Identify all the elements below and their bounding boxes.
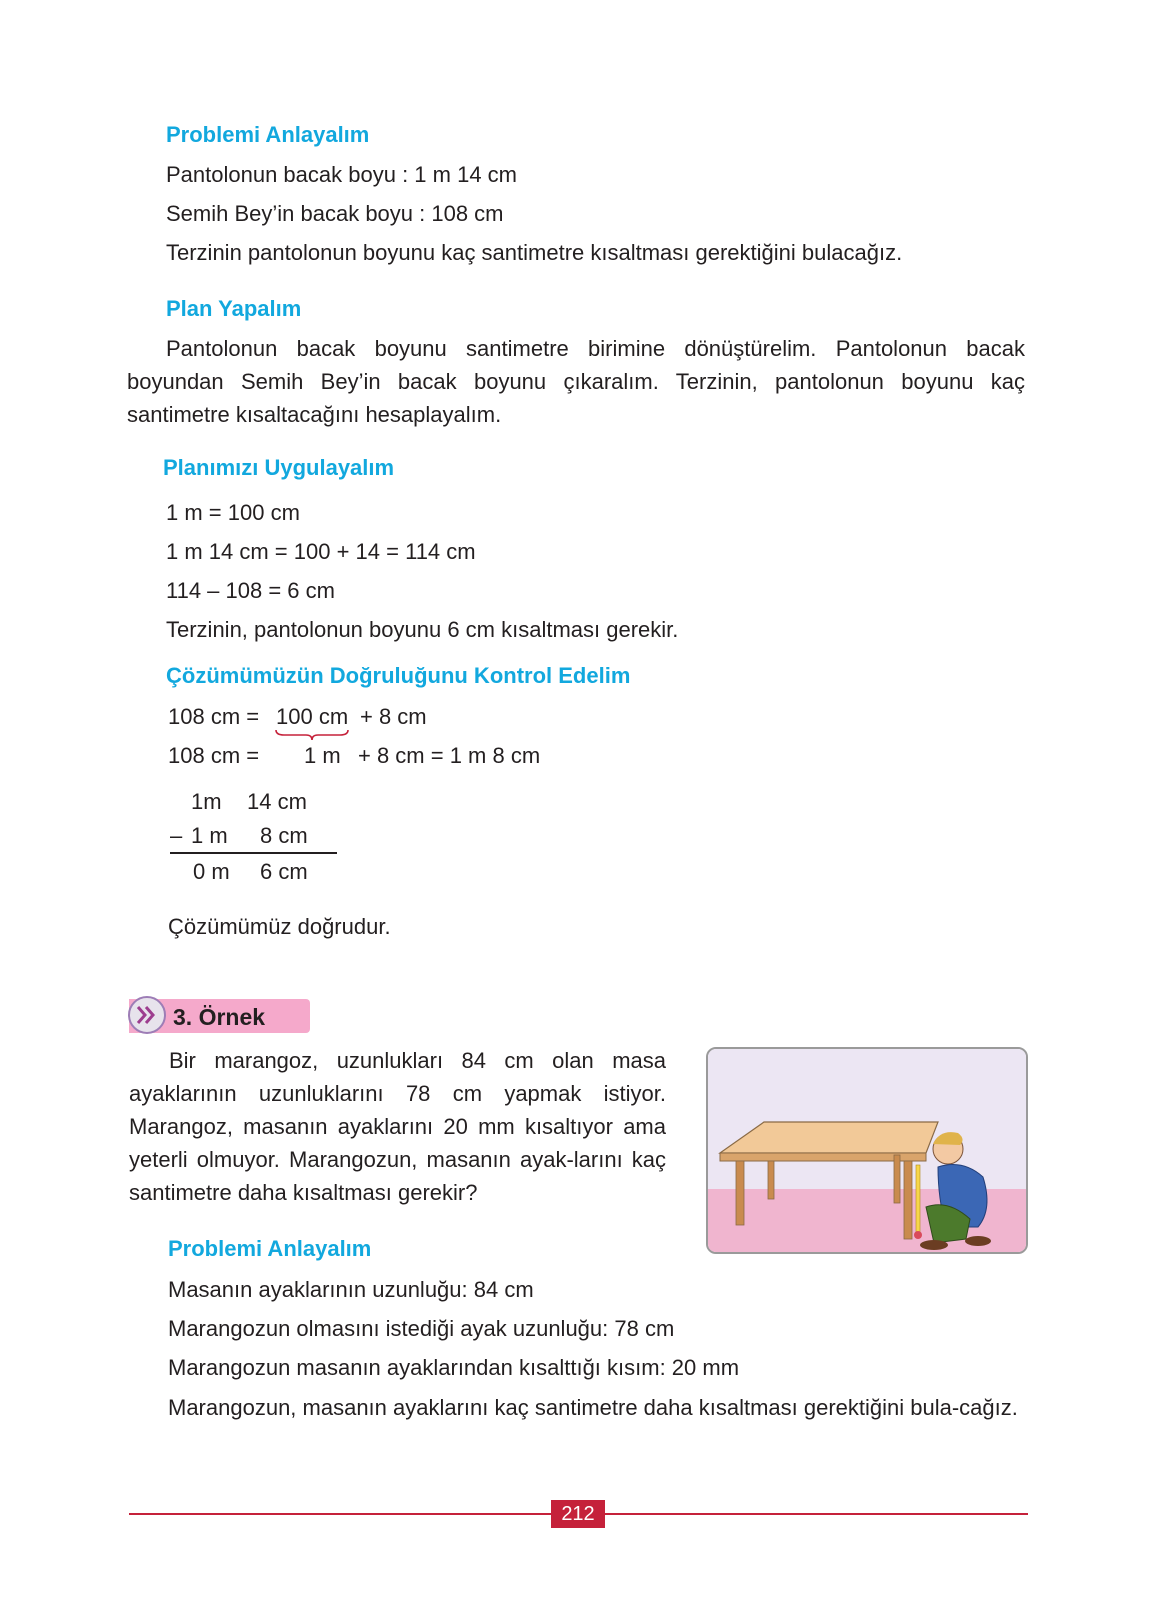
double-chevron-icon (130, 998, 164, 1032)
conclusion-text: Çözümümüz doğrudur. (168, 914, 391, 939)
heading-planimizi-uygulayalim: Planımızı Uygulayalım (163, 455, 395, 480)
text-line: Marangozun olmasını istediği ayak uzunluğu: 78 cm (168, 1316, 675, 1341)
sub-row3-cm: 6 cm (260, 859, 308, 884)
equation-line: 114 – 108 = 6 cm (166, 578, 335, 603)
example-badge (128, 996, 166, 1034)
text-line: Pantolonun bacak boyu : 1 m 14 cm (166, 162, 517, 187)
sub-row2-cm: 8 cm (260, 823, 308, 848)
text-line: Masanın ayaklarının uzunluğu: 84 cm (168, 1277, 534, 1302)
text-line: Terzinin, pantolonun boyunu 6 cm kısaltması gerekir. (166, 617, 679, 642)
check-eq1-rhs: + 8 cm (360, 704, 427, 729)
sub-row2-op: – (170, 823, 183, 848)
heading-problemi-anlayalim: Problemi Anlayalım (166, 122, 370, 147)
check-eq2-lhs: 108 cm = (168, 743, 260, 768)
heading-kontrol-edelim: Çözümümüzün Doğruluğunu Kontrol Edelim (166, 663, 631, 688)
equation-line: 1 m = 100 cm (166, 500, 300, 525)
example-label: 3. Örnek (173, 1004, 266, 1030)
check-eq2-rhs: + 8 cm = 1 m 8 cm (358, 743, 541, 768)
text-line: Terzinin pantolonun boyunu kaç santimetre kısaltması gerektiğini bulacağız. (166, 240, 903, 265)
sub-row3-m: 0 m (193, 859, 230, 884)
page-number: 212 (551, 1500, 605, 1528)
illustration-carpenter-table (706, 1047, 1028, 1254)
sub-row2-m: 1 m (191, 823, 228, 848)
example-paragraph: Bir marangoz, uzunlukları 84 cm olan masa ayaklarının uzunluklarını 78 cm yapmak istiyor. Marangoz, masanın ayaklarını 20 mm kısaltıyor ama yeterli olmuyor. Marangozun, masanın ayak-larını kaç santimetre daha kısaltması gerekir? (129, 1048, 666, 1205)
check-eq2-mid: 1 m (304, 743, 341, 768)
equation-line: 1 m 14 cm = 100 + 14 = 114 cm (166, 539, 476, 564)
underbrace-icon (274, 728, 350, 742)
subtraction-rule (170, 852, 337, 854)
check-eq1-lhs: 108 cm = (168, 704, 260, 729)
sub-row1-cm: 14 cm (247, 789, 307, 814)
heading-plan-yapalim: Plan Yapalım (166, 296, 302, 321)
final-paragraph: Marangozun, masanın ayaklarını kaç santimetre daha kısaltması gerektiğini bula-cağız. (168, 1395, 1018, 1420)
heading-problemi-anlayalim-2: Problemi Anlayalım (168, 1236, 372, 1261)
text-line: Semih Bey’in bacak boyu : 108 cm (166, 201, 504, 226)
check-eq1-mid: 100 cm (276, 704, 349, 729)
plan-paragraph: Pantolonun bacak boyunu santimetre birimine dönüştürelim. Pantolonun bacak boyundan Semih Bey’in bacak boyunu çıkaralım. Terzinin, pantolonun boyunu kaç santimetre kısaltacağını hesaplayalım. (127, 336, 1025, 427)
text-line: Marangozun masanın ayaklarından kısalttığı kısım: 20 mm (168, 1355, 740, 1380)
footer-rule-left (129, 1513, 551, 1515)
sub-row1-m: 1m (191, 789, 222, 814)
footer-rule-right (605, 1513, 1028, 1515)
